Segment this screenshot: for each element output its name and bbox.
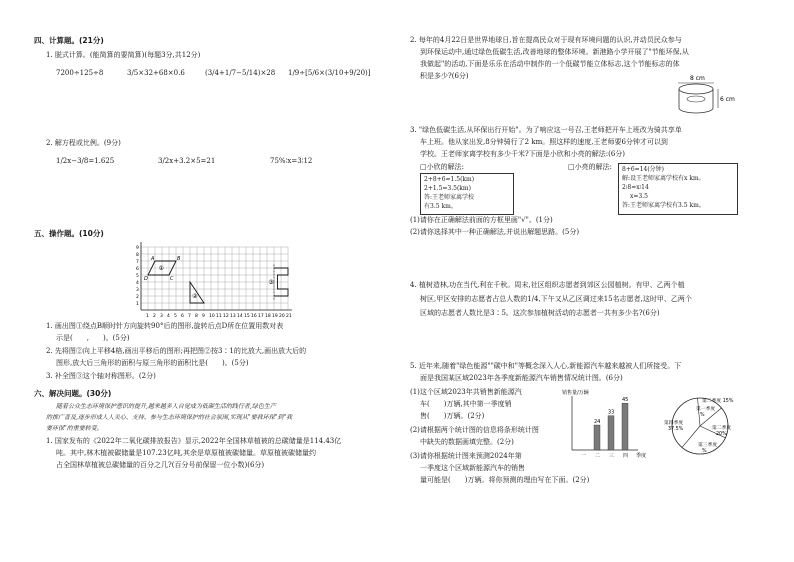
problem-5-q2-line1: (2)请根据两个统计图的信息将条形统计图 [410, 426, 539, 434]
problem-5-q1-line1: (1)这个区域2023年共销售新能源汽 [410, 388, 522, 396]
grid-x-tick: 15 [244, 314, 250, 319]
grid-x-tick: 8 [195, 314, 198, 319]
pie-slice-2-value: 20% [716, 432, 727, 437]
calc-4: 1/9÷[5/6×(3/10+9/20)] [288, 69, 371, 77]
grid-y-tick: 9 [136, 246, 139, 251]
section-5-title: 五、操作题。(10分) [34, 229, 104, 238]
op-2-line2: 图形,放大后三角形的面积与原三角形的面积比是( )。(5分) [56, 359, 249, 367]
pie-slice-3-name: 第三季度 [698, 443, 718, 448]
pie-slice-1-value: % [700, 413, 705, 418]
op-1-line1: 1. 画出图①绕点B顺时针方向旋转90°后的图形,旋转后点D所在位置用数对表 [46, 322, 284, 330]
grid-y-tick: 7 [136, 260, 139, 265]
problem-5-line2: 面是我国某区域2023年各季度新能源汽车销售情况统计图。(6分) [420, 374, 623, 382]
story-line2: 的推广普及,逐步形成人人关心、支持、参与生态环境保护的社会氛围,实现从"要我环保"到"我 [46, 414, 293, 421]
grid-x-tick: 1 [146, 314, 149, 319]
grid-x-tick: 11 [216, 314, 222, 319]
q2-instruction: 2. 解方程或比例。(9分) [46, 139, 121, 147]
pie-slice-4-name: 第四季度 [664, 421, 684, 426]
problem-2-line3: 我做起"的活动,下面是乐乐在活动中制作的一个低碳节能立体标志,这个节能标志的体 [420, 60, 680, 68]
grid-x-tick: 20 [279, 314, 285, 319]
xin-line4: 有3.5 km。 [424, 203, 457, 210]
problem-4-line2: 树区,甲区安排的志愿者占总人数的1/4,下午又从乙区调过来15名志愿者,这时甲、乙两个 [420, 295, 692, 303]
liang-line3: 2∶8=x∶14 [622, 184, 649, 191]
bar-data-label: 33 [608, 409, 615, 416]
section-6-title: 六、解决问题。(30分) [34, 389, 112, 398]
xin-line3: 答:王老师家离学校 [424, 194, 475, 201]
bar-3 [608, 416, 614, 450]
cylinder-height-label: 6 cm [720, 96, 735, 103]
section-4-title: 四、计算题。(21分) [34, 36, 104, 45]
calc-3: (3/4+1/7−5/14)×28 [205, 69, 276, 77]
bar-x-tick: 三 [609, 453, 615, 459]
point-a-label: A [151, 256, 155, 262]
liang-line2: 解:设王老师家离学校有x km。 [622, 175, 705, 182]
pie-slice-3-value: % [702, 449, 707, 454]
pie-slice-1-name: 第一季度 [696, 407, 716, 412]
story-line3: 要环保"的重要转变。 [46, 425, 103, 432]
problem-2-line4: 积是多少?(6分) [420, 72, 469, 80]
grid-x-tick: 9 [202, 314, 205, 319]
liang-line5: 答:王老师家离学校有3.5 km。 [622, 202, 705, 209]
bar-x-tick: 四 [623, 453, 629, 459]
op-3: 3. 补全图③这个轴对称图形。(2分) [46, 372, 156, 380]
xin-line1: 2+8+6=1.5(km) [424, 176, 475, 183]
problem-3-sub2: (2)请你选择其中一种正确解法,并说出解题思路。(5分) [410, 228, 580, 236]
grid-x-tick: 14 [237, 314, 243, 319]
q1-instruction: 1. 脱式计算。(能简算的要简算)(每题3分,共12分) [46, 51, 201, 59]
problem-5-line1: 5. 近年来,随着"绿色能源""碳中和"等概念深入人心,新能源汽车越来越被人们所接受。下 [410, 362, 682, 370]
pie-slice-2-name: 第二季度 [712, 426, 732, 431]
bar-4 [622, 403, 628, 450]
grid-x-tick: 19 [272, 314, 278, 319]
xin-solution-label[interactable]: □小欣的解法: [420, 163, 464, 171]
grid-y-tick: 4 [136, 281, 139, 286]
bar-chart-ylabel: 销售量/万辆 [562, 390, 589, 396]
bar-data-label: 24 [594, 419, 601, 426]
grid-y-tick: 8 [136, 253, 139, 258]
grid-y-tick: 3 [136, 288, 139, 293]
problem-3-sub1: (1)请你在正确解法前面的方框里画"√"。(1分) [410, 216, 553, 224]
grid-x-tick: 4 [167, 314, 170, 319]
calc-2: 3/5×32+68×0.6 [127, 69, 185, 77]
sales-pie-chart [658, 388, 738, 463]
equation-1: 1/2x−3/8=1.625 [56, 157, 115, 165]
problem-3-line2: 车上班。他从家出发,8分钟骑行了2 km。照这样的速度,王老师要6分钟才可以到 [420, 138, 668, 146]
grid-x-tick: 5 [174, 314, 177, 319]
liang-line4: x=3.5 [630, 193, 648, 200]
pie-slice-4-value: 37.5% [668, 427, 684, 432]
grid-x-tick: 6 [181, 314, 184, 319]
grid-x-tick: 17 [258, 314, 264, 319]
bar-chart-xlabel: 季度 [636, 453, 647, 459]
problem-1-line1: 1. 国家发布的《2022年二氧化碳排放报告》显示,2022年全国林草植被的总碳储量是114.43亿 [46, 437, 342, 445]
calc-1: 7200÷125÷8 [56, 69, 104, 77]
problem-3-line1: 3. "绿色低碳生活,从环保出行开始"。为了响应这一号召,王老师把开车上班改为骑共享单 [410, 126, 682, 134]
equation-3: 75%∶x=3∶12 [270, 157, 313, 165]
problem-5-q3-line3: 量可能是( )万辆。将你预测的理由写在下面。(2分) [420, 476, 590, 484]
problem-5-q1-line2: 车( )万辆,其中第一季度销 [420, 400, 512, 408]
grid-y-tick: 2 [136, 295, 139, 300]
grid-x-tick: 18 [265, 314, 271, 319]
problem-5-q3-line2: 一季度这个区域新能源汽车的销售 [420, 464, 525, 472]
grid-x-tick: 12 [223, 314, 229, 319]
point-b-label: B [177, 256, 181, 262]
grid-y-tick: 1 [136, 302, 139, 307]
story-line1: 随着公众生态环境保护意识的提升,越来越多人自觉成为低碳生活的践行者,绿色生产 [56, 403, 276, 410]
grid-x-tick: 13 [230, 314, 236, 319]
operation-grid [133, 240, 305, 318]
problem-5-q1-line3: 售( )万辆。(2分) [420, 412, 485, 420]
problem-1-line2: 吨。其中,林木植被碳储量是107.23亿吨,其余是草原植被碳储量。草原植被碳储量约 [56, 449, 316, 457]
grid-x-tick: 3 [160, 314, 163, 319]
grid-x-tick: 10 [209, 314, 215, 319]
problem-5-q3-line1: (3)请你根据统计图来预测2024年第 [410, 452, 522, 460]
problem-5-q2-line2: 中缺失的数据画填完整。(2分) [420, 438, 514, 446]
grid-x-tick: 21 [286, 314, 292, 319]
problem-3-line3: 学校。王老师家离学校有多少千米?下面是小欣和小亮的解法:(6分) [420, 150, 626, 158]
bar-x-tick: 一 [581, 453, 587, 459]
grid-y-tick: 6 [136, 267, 139, 272]
cylinder-energy-logo [672, 75, 735, 117]
grid-x-tick: 16 [251, 314, 257, 319]
problem-4-line1: 4. 植树造林,功在当代,利在千秋。周末,社区组织志愿者到郊区公园植树。有甲、乙两个植 [410, 281, 685, 289]
liang-solution-label[interactable]: □小亮的解法: [568, 163, 612, 171]
shape-3-label: ③ [268, 279, 274, 286]
liang-line1: 8+6=14(分钟) [622, 166, 665, 173]
bar-x-tick: 二 [595, 453, 601, 459]
op-1-line2: 示是( , )。(5分) [56, 334, 130, 342]
equation-2: 3/2x+3.2×5=21 [158, 157, 216, 165]
xin-line2: 2+1.5=3.5(km) [424, 185, 471, 192]
sales-bar-chart [560, 388, 650, 463]
shape-1-label: ① [158, 265, 164, 272]
bar-2 [594, 425, 600, 450]
grid-x-tick: 7 [188, 314, 191, 319]
pie-top-label: 第二季度 15% [702, 399, 734, 404]
grid-y-tick: 5 [136, 274, 139, 279]
shape-2-label: ② [192, 293, 198, 300]
bar-data-label: 45 [622, 397, 629, 404]
problem-1-line3: 占全国林草植被总碳储量的百分之几?(百分号前保留一位小数)(6分) [56, 461, 265, 469]
op-2-line1: 2. 先将图②向上平移4格,画出平移后的图形;再把图②按3∶1的比放大,画出放大后的 [46, 347, 307, 355]
point-c-label: C [170, 276, 174, 282]
problem-2-line2: 到环保运动中,通过绿色低碳生活,改善地球的整体环境。新港路小学开展了"节能环保,从 [420, 48, 689, 56]
problem-4-line3: 区域的志愿者人数比是3∶5。这次参加植树活动的志愿者一共有多少名?(6分) [420, 309, 660, 317]
problem-2-line1: 2. 每年的4月22日是世界地球日,旨在提高民众对于现有环境问题的认识,并动员民众参与 [410, 36, 682, 44]
cylinder-diameter-label: 8 cm [690, 75, 705, 82]
point-d-label: D [144, 276, 148, 282]
grid-x-tick: 2 [153, 314, 156, 319]
